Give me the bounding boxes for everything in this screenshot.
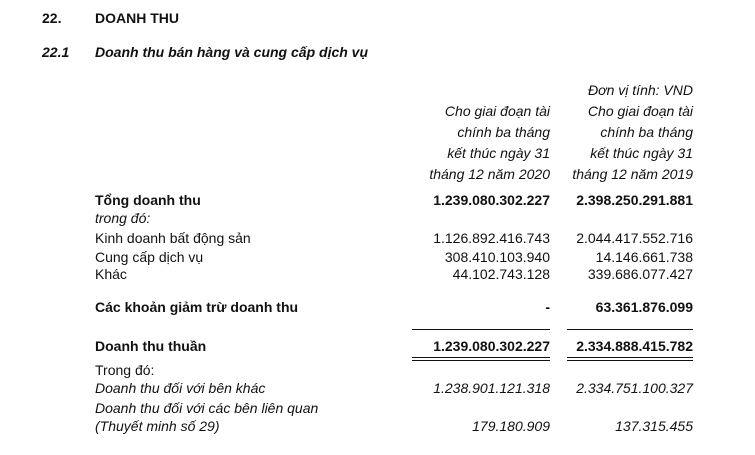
services-label: Cung cấp dịch vụ: [95, 249, 204, 265]
column-header-line: tháng 12 năm 2019: [572, 166, 693, 182]
real-estate-label: Kinh doanh bất động sản: [95, 230, 251, 246]
column-header-2019: [572, 101, 693, 185]
real-estate-2019: 2.044.417.552.716: [576, 230, 693, 246]
total-revenue-label: Tổng doanh thu: [95, 192, 201, 208]
column-header-line: chính ba tháng: [600, 124, 693, 140]
deductions-label: Các khoản giảm trừ doanh thu: [95, 299, 299, 315]
third-party-2019: 2.334.751.100.327: [576, 380, 693, 396]
column-header-line: chính ba tháng: [457, 124, 550, 140]
column-header-line: kết thúc ngày 31: [447, 145, 550, 161]
total-revenue-2020: 1.239.080.302.227: [433, 192, 550, 208]
related-party-2019: 137.315.455: [615, 418, 693, 434]
net-revenue-label: Doanh thu thuần: [95, 338, 207, 354]
deductions-2019: 63.361.876.099: [595, 299, 693, 315]
deductions-2020: -: [545, 299, 550, 315]
subsection-title: Doanh thu bán hàng và cung cấp dịch vụ: [95, 44, 369, 60]
column-header-line: kết thúc ngày 31: [590, 145, 693, 161]
total-revenue-2019: 2.398.250.291.881: [576, 192, 693, 208]
column-header-line: tháng 12 năm 2020: [429, 166, 550, 182]
other-label: Khác: [95, 266, 127, 282]
related-party-label: Doanh thu đối với các bên liên quan: [95, 400, 319, 416]
related-party-note: (Thuyết minh số 29): [95, 418, 220, 434]
of-which-2-label: Trong đó:: [95, 362, 155, 378]
other-2020: 44.102.743.128: [452, 266, 550, 282]
subtotal-rule-2019: [567, 329, 693, 330]
subsection-number: 22.1: [42, 44, 70, 60]
of-which-label: trong đó:: [95, 210, 151, 226]
total-rule-2019-a: [567, 357, 693, 358]
third-party-2020: 1.238.901.121.318: [433, 380, 550, 396]
third-party-label: Doanh thu đối với bên khác: [95, 380, 266, 396]
other-2019: 339.686.077.427: [587, 266, 693, 282]
total-rule-2020-a: [412, 357, 550, 358]
total-rule-2019-b: [567, 360, 693, 361]
related-party-2020: 179.180.909: [472, 418, 550, 434]
services-2019: 14.146.661.738: [595, 249, 693, 265]
net-revenue-2019: 2.334.888.415.782: [576, 338, 693, 354]
net-revenue-2020: 1.239.080.302.227: [433, 338, 550, 354]
column-header-line: Cho giai đoạn tài: [587, 103, 693, 119]
column-header-2020: [429, 101, 550, 185]
real-estate-2020: 1.126.892.416.743: [433, 230, 550, 246]
section-title: DOANH THU: [95, 10, 179, 26]
section-number: 22.: [42, 10, 62, 26]
unit-label: Đơn vị tính: VND: [588, 82, 693, 98]
subtotal-rule-2020: [412, 329, 550, 330]
total-rule-2020-b: [412, 360, 550, 361]
column-header-line: Cho giai đoạn tài: [444, 103, 550, 119]
services-2020: 308.410.103.940: [444, 249, 550, 265]
